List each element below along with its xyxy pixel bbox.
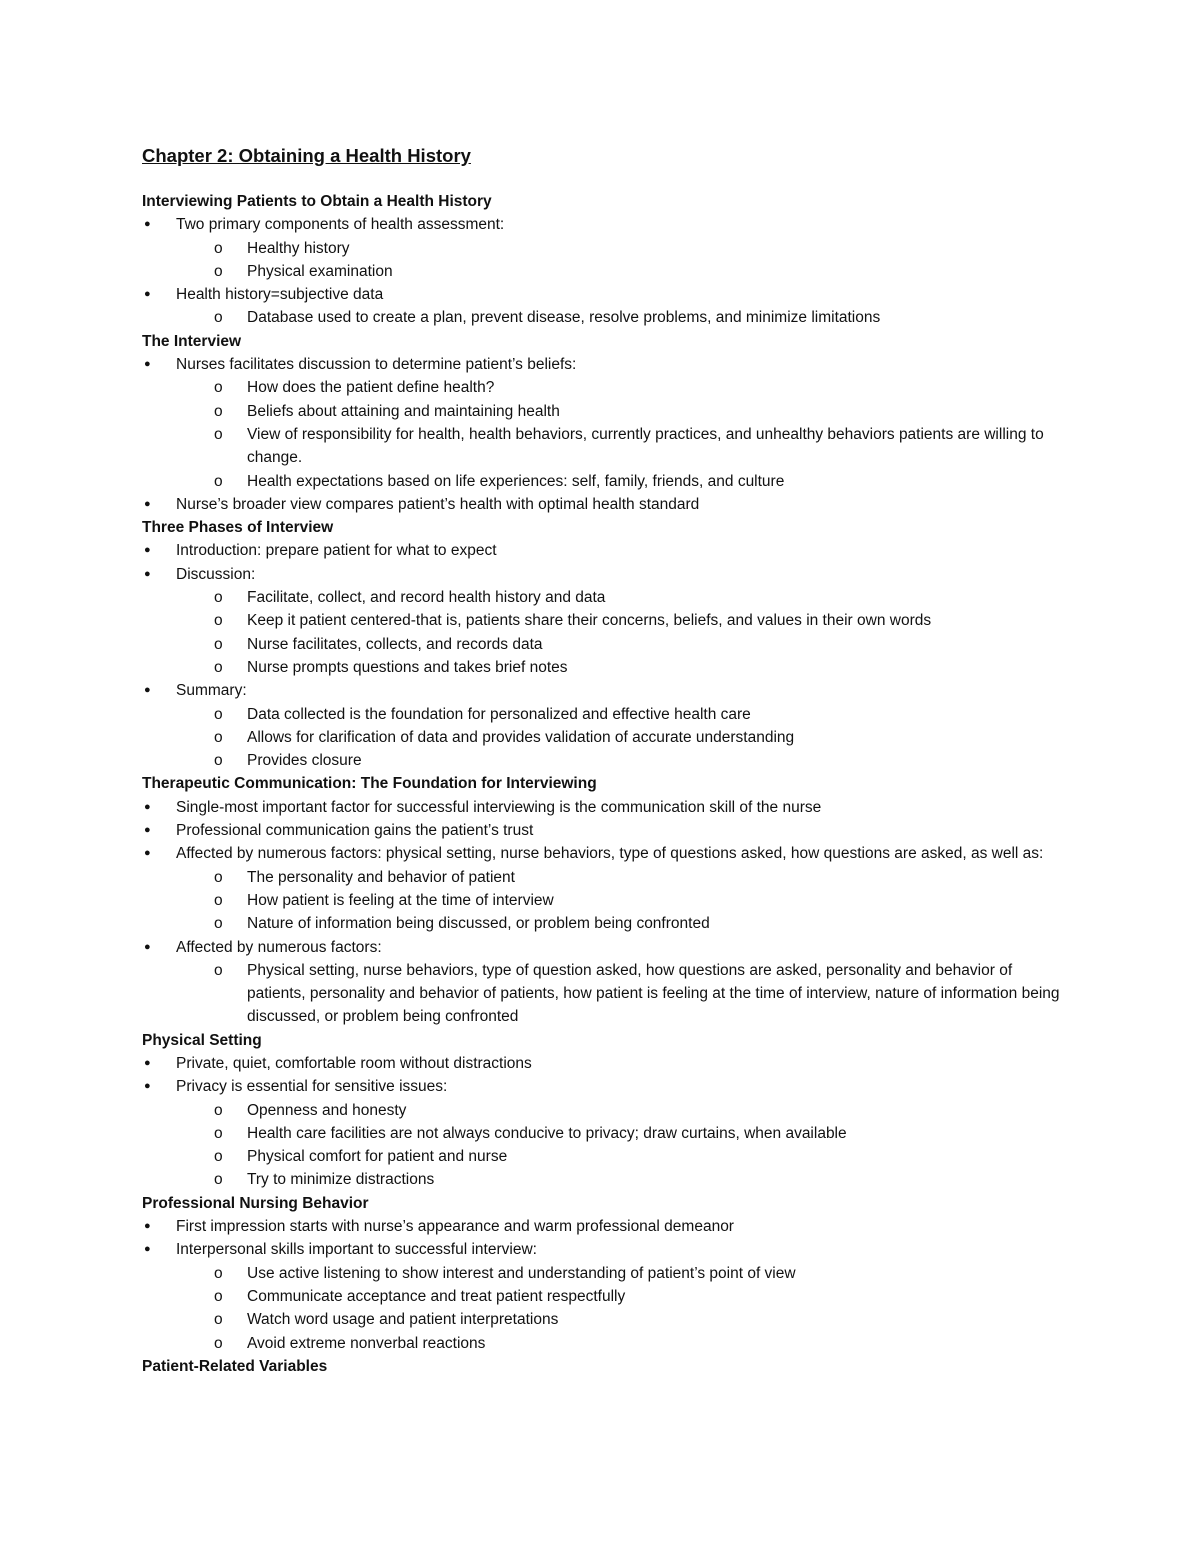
bullet-dot-icon: ●	[144, 1080, 151, 1093]
sub-bullet-item	[142, 959, 1072, 1029]
bullet-item	[142, 493, 1072, 516]
sub-bullet-text: Healthy history	[247, 239, 350, 257]
circle-bullet-icon: o	[214, 891, 223, 909]
bullet-dot-icon: ●	[144, 544, 151, 557]
sub-bullet-text: Beliefs about attaining and maintaining health	[247, 402, 560, 420]
sub-bullet-item	[142, 260, 1072, 283]
bullet-item	[142, 1238, 1072, 1261]
circle-bullet-icon: o	[214, 402, 223, 420]
sub-bullet-text: Openness and honesty	[247, 1101, 407, 1119]
circle-bullet-icon: o	[214, 752, 223, 770]
sub-bullet-item	[142, 400, 1072, 423]
section-heading: The Interview	[142, 332, 242, 350]
sub-bullet-text: Nurse facilitates, collects, and records data	[247, 635, 543, 653]
bullet-text: Professional communication gains the patient’s trust	[176, 822, 534, 840]
bullet-item	[142, 936, 1072, 959]
circle-bullet-icon: o	[214, 379, 223, 397]
bullet-dot-icon: ●	[144, 824, 151, 837]
bullet-item	[142, 283, 1072, 306]
circle-bullet-icon: o	[214, 472, 223, 490]
sub-bullet-text: Use active listening to show interest and understanding of patient’s point of view	[247, 1264, 796, 1282]
bullet-dot-icon: ●	[144, 1056, 151, 1069]
bullet-dot-icon: ●	[144, 218, 151, 231]
bullet-dot-icon: ●	[144, 940, 151, 953]
bullet-dot-icon: ●	[144, 1220, 151, 1233]
bullet-item	[142, 679, 1072, 702]
circle-bullet-icon: o	[214, 589, 223, 607]
sub-bullet-item	[142, 912, 1072, 935]
sub-bullet-text: View of responsibility for health, health behaviors, currently practices, and unhealthy behaviors patients are willing to change.	[247, 425, 1044, 467]
sub-bullet-text: Physical comfort for patient and nurse	[247, 1148, 508, 1166]
bullet-text: Private, quiet, comfortable room without distractions	[176, 1054, 532, 1072]
sub-bullet-item	[142, 1145, 1072, 1168]
section-heading: Therapeutic Communication: The Foundation for Interviewing	[142, 775, 597, 793]
sub-bullet-item	[142, 1122, 1072, 1145]
bullet-item	[142, 563, 1072, 586]
bullet-item	[142, 796, 1072, 819]
bullet-text: First impression starts with nurse’s appearance and warm professional demeanor	[176, 1218, 734, 1236]
document-page	[142, 143, 1072, 1378]
sub-bullet-text: Health expectations based on life experiences: self, family, friends, and culture	[247, 472, 785, 490]
bullet-dot-icon: ●	[144, 288, 151, 301]
bullet-text: Health history=subjective data	[176, 286, 384, 304]
circle-bullet-icon: o	[214, 1101, 223, 1119]
bullet-text: Interpersonal skills important to successful interview:	[176, 1241, 537, 1259]
circle-bullet-icon: o	[214, 961, 223, 979]
circle-bullet-icon: o	[214, 915, 223, 933]
bullet-dot-icon: ●	[144, 358, 151, 371]
bullet-text: Summary:	[176, 682, 247, 700]
bullet-text: Affected by numerous factors:	[176, 938, 382, 956]
section-heading: Physical Setting	[142, 1031, 262, 1049]
sub-bullet-text: Watch word usage and patient interpretations	[247, 1311, 559, 1329]
bullet-item	[142, 1075, 1072, 1098]
bullet-text: Nurse’s broader view compares patient’s health with optimal health standard	[176, 495, 700, 513]
chapter-title: Chapter 2: Obtaining a Health History	[142, 145, 471, 166]
sub-bullet-text: Physical setting, nurse behaviors, type of question asked, how questions are asked, personality and behavior of patients, personality and behavior of patients, how patient is feeling at the time of interview, nature of information being discussed, or problem being confronted	[247, 961, 1060, 1026]
sub-bullet-text: Health care facilities are not always conducive to privacy; draw curtains, when available	[247, 1124, 847, 1142]
sub-bullet-text: Nurse prompts questions and takes brief notes	[247, 658, 568, 676]
bullet-item	[142, 819, 1072, 842]
circle-bullet-icon: o	[214, 612, 223, 630]
sub-bullet-text: The personality and behavior of patient	[247, 868, 515, 886]
circle-bullet-icon: o	[214, 728, 223, 746]
bullet-item	[142, 539, 1072, 562]
sub-bullet-item	[142, 1262, 1072, 1285]
circle-bullet-icon: o	[214, 1311, 223, 1329]
bullet-dot-icon: ●	[144, 684, 151, 697]
sub-bullet-item	[142, 703, 1072, 726]
bullet-item	[142, 1215, 1072, 1238]
section-heading: Three Phases of Interview	[142, 519, 334, 537]
bullet-dot-icon: ●	[144, 1243, 151, 1256]
circle-bullet-icon: o	[214, 1148, 223, 1166]
bullet-item	[142, 353, 1072, 376]
sub-bullet-item	[142, 423, 1072, 470]
section-heading: Professional Nursing Behavior	[142, 1194, 369, 1212]
bullet-item	[142, 1052, 1072, 1075]
circle-bullet-icon: o	[214, 1264, 223, 1282]
section-heading: Patient-Related Variables	[142, 1357, 328, 1375]
sub-bullet-item	[142, 866, 1072, 889]
sub-bullet-text: Try to minimize distractions	[247, 1171, 435, 1189]
bullet-dot-icon: ●	[144, 567, 151, 580]
circle-bullet-icon: o	[214, 239, 223, 257]
sub-bullet-item	[142, 376, 1072, 399]
sub-bullet-text: Allows for clarification of data and provides validation of accurate understanding	[247, 728, 795, 746]
bullet-item	[142, 213, 1072, 236]
document-body	[142, 190, 1072, 1378]
sub-bullet-item	[142, 586, 1072, 609]
circle-bullet-icon: o	[214, 705, 223, 723]
bullet-text: Introduction: prepare patient for what to expect	[176, 542, 497, 560]
sub-bullet-text: Nature of information being discussed, or problem being confronted	[247, 915, 710, 933]
sub-bullet-item	[142, 237, 1072, 260]
sub-bullet-text: Keep it patient centered-that is, patients share their concerns, beliefs, and values in their own words	[247, 612, 932, 630]
bullet-item	[142, 842, 1072, 865]
sub-bullet-item	[142, 470, 1072, 493]
bullet-text: Affected by numerous factors: physical setting, nurse behaviors, type of questions asked, how questions are asked, as well as:	[176, 845, 1044, 863]
sub-bullet-text: Database used to create a plan, prevent disease, resolve problems, and minimize limitations	[247, 309, 881, 327]
sub-bullet-item	[142, 1308, 1072, 1331]
sub-bullet-item	[142, 1332, 1072, 1355]
bullet-text: Discussion:	[176, 565, 256, 583]
circle-bullet-icon: o	[214, 658, 223, 676]
bullet-dot-icon: ●	[144, 497, 151, 510]
sub-bullet-item	[142, 726, 1072, 749]
sub-bullet-item	[142, 609, 1072, 632]
circle-bullet-icon: o	[214, 425, 223, 443]
sub-bullet-text: Facilitate, collect, and record health history and data	[247, 589, 606, 607]
sub-bullet-text: Communicate acceptance and treat patient respectfully	[247, 1287, 626, 1305]
sub-bullet-item	[142, 749, 1072, 772]
bullet-dot-icon: ●	[144, 800, 151, 813]
bullet-text: Nurses facilitates discussion to determine patient’s beliefs:	[176, 356, 577, 374]
sub-bullet-item	[142, 889, 1072, 912]
sub-bullet-text: How patient is feeling at the time of interview	[247, 891, 554, 909]
bullet-text: Privacy is essential for sensitive issues:	[176, 1078, 448, 1096]
sub-bullet-item	[142, 306, 1072, 329]
circle-bullet-icon: o	[214, 309, 223, 327]
sub-bullet-text: How does the patient define health?	[247, 379, 495, 397]
bullet-text: Single-most important factor for successful interviewing is the communication skill of the nurse	[176, 798, 822, 816]
circle-bullet-icon: o	[214, 1334, 223, 1352]
sub-bullet-text: Physical examination	[247, 262, 393, 280]
sub-bullet-item	[142, 1168, 1072, 1191]
circle-bullet-icon: o	[214, 1287, 223, 1305]
sub-bullet-item	[142, 633, 1072, 656]
sub-bullet-item	[142, 1285, 1072, 1308]
circle-bullet-icon: o	[214, 1171, 223, 1189]
circle-bullet-icon: o	[214, 262, 223, 280]
circle-bullet-icon: o	[214, 868, 223, 886]
circle-bullet-icon: o	[214, 1124, 223, 1142]
sub-bullet-item	[142, 656, 1072, 679]
section-heading: Interviewing Patients to Obtain a Health History	[142, 193, 492, 210]
sub-bullet-text: Provides closure	[247, 752, 362, 770]
circle-bullet-icon: o	[214, 635, 223, 653]
bullet-text: Two primary components of health assessment:	[176, 216, 505, 234]
bullet-dot-icon: ●	[144, 847, 151, 860]
sub-bullet-text: Data collected is the foundation for personalized and effective health care	[247, 705, 751, 723]
sub-bullet-text: Avoid extreme nonverbal reactions	[247, 1334, 486, 1352]
sub-bullet-item	[142, 1099, 1072, 1122]
